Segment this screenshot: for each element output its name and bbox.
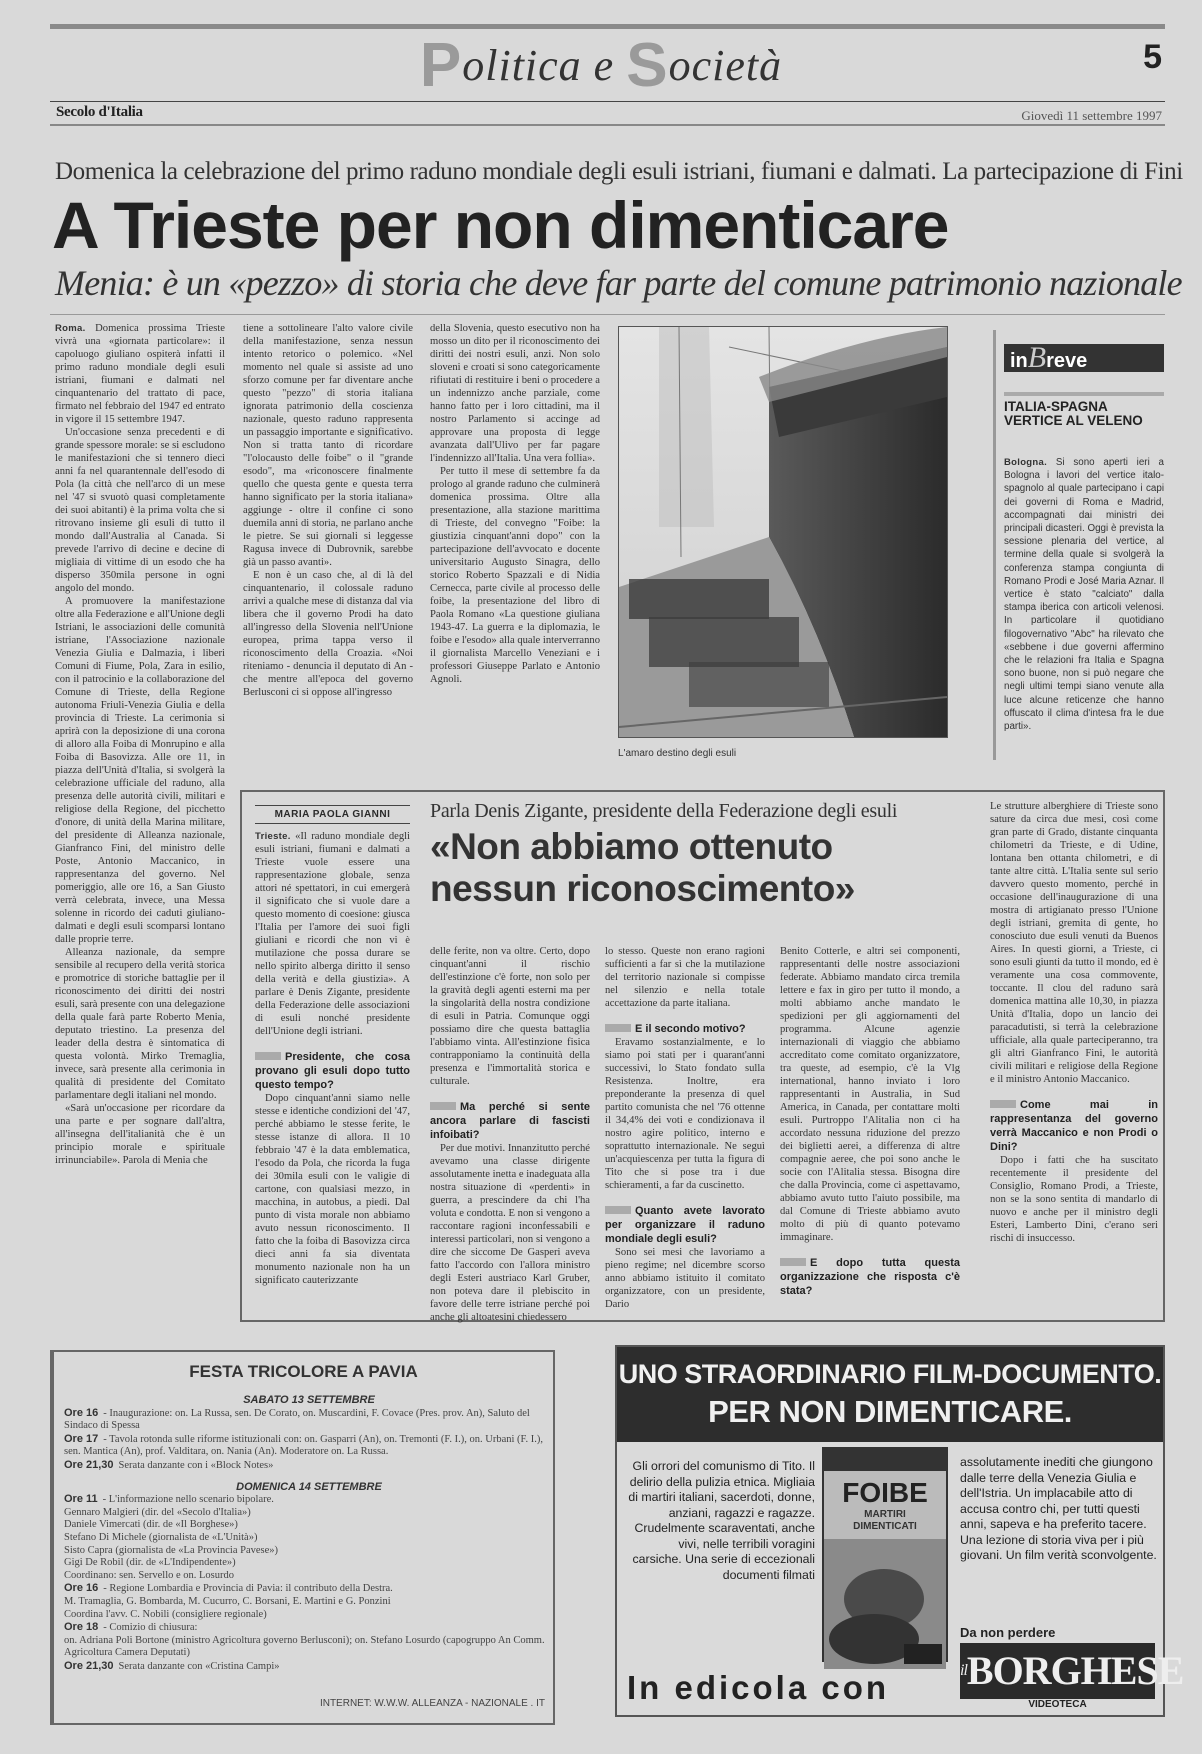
dateline: Trieste. — [255, 831, 291, 842]
event-description: - L'informazione nello scenario bipolare. — [102, 1494, 274, 1506]
ad-left-text: Gli orrori del comunismo di Tito. Il delirio della pulizia etnica. Migliaia di martiri italiani, sacerdoti, donne, anziani, ragazzi e ragazze. Crudelmente scaraventati, anche vivi, nelle terribili voragini carsiche. Una serie di eccezionali documenti filmati — [628, 1459, 815, 1582]
paragraph-text: Dopo cinquant'anni siamo nelle stesse e identiche condizioni del '47, perché abbiamo le stesse ferite, le stesse istanze di allora. Il 10 febbraio '47 è la data emblematica, l'esodo da Pola, che ricorda la fuga dei 30mila esuli con le valigie di cartone, con qualsiasi mezzo, in macchina, in autobus, a piedi. Dal punto di vista morale non abbiamo avuto nessun riconoscimento. Il fatto che la foiba di Basovizza circa dieci anni fa sia diventata monumento nazionale non ha un significato cauterizzante — [255, 1093, 410, 1286]
byline: MARIA PAOLA GIANNI — [255, 805, 410, 824]
festa-program-line — [64, 1596, 554, 1609]
paragraph-text: Eravamo sostanzialmente, e lo siamo poi stati per i quarant'anni successivi, lo Stato fondato sulla Resistenza. Inoltre, era preponderante la presenza di quel partito comunista che nel '76 ottenne il 34,4% dei voti e condizionava il nostro agire politico, interno e soprattutto internazionale. Ne seguì un'acquiescenza per tutta la figura di Tito che si pose tra i due schieramenti, a far da cuscinetto. — [605, 1037, 765, 1191]
interview-column-2 — [430, 945, 591, 1323]
paragraph-text: A promuovere la manifestazione oltre alla Federazione e all'Unione degli Istriani, le associazioni delle comunità istriane, l'Associazione nazionale Venezia Giulia e Dalmazia, i liberi Comuni di Fiume, Pola, Zara in esilio, con il patrocinio e la collaborazione del Comune di Trieste, della Regione autonoma Friuli-Venezia Giulia e della provincia di Trieste. La cerimonia si aprirà con la deposizione di una corona di alloro alla Foiba di Monrupino e alla Foiba di Basovizza. Alle ore 11, in piazza dell'Unità d'Italia, si svolgerà la celebrazione ufficiale del raduno, alla presenza delle autorità civili, militari e religiose della Regione, del picchetto d'onore, di unità della Marina militare, del presidente di Alleanza nazionale, Gianfranco Fini, del ministro delle Poste, Antonio Maccanico, in rappresentanza del governo. Nel pomeriggio, alle ore 16, a San Giusto verrà celebrata, invece, una Messa solenne in ricordo dei caduti giuliano-dalmati e degli esuli scomparsi lontano dalle proprie terre. — [55, 596, 225, 945]
event-description: - Regione Lombardia e Provincia di Pavia: il contributo della Destra. — [103, 1583, 393, 1595]
event-description: Stefano Di Michele (giornalista de «L'Unità») — [64, 1531, 258, 1543]
brief-title: ITALIA-SPAGNA VERTICE AL VELENO — [1004, 392, 1164, 428]
event-time: Ore 16 — [64, 1406, 99, 1419]
paragraph-text: Per due motivi. Innanzitutto perché avevamo una classe dirigente assolutamente inetta e inadeguata alla nostra situazione di «perdenti» in guerra, a prescindere da chi l'ha voluta e condotta. E non si vengono a raccontare ragioni inconfessabili e interessi particolari, non si vengono a dire che siccome De Gasperi aveva fatto l'accordo con l'allora ministro degli Esteri austriaco Karl Gruber, non poteva dare il plebiscito in favore delle terre istriane perché poi anche gli altoatesini chiedessero — [430, 1143, 591, 1323]
paragraph — [55, 322, 225, 426]
article-headline: A Trieste per non dimenticare — [52, 188, 949, 262]
festa-tricolore-announcement — [50, 1350, 555, 1725]
logo-part: B — [1027, 341, 1047, 374]
event-description: - Inaugurazione: on. La Russa, sen. De Corato, on. Muscardini, F. Covace (Pres. prov. An), Saluto del Sindaco di Spessa — [64, 1407, 530, 1432]
event-description: Coordina l'avv. C. Nobili (consigliere regionale) — [64, 1608, 267, 1620]
event-time: Ore 17 — [64, 1432, 99, 1445]
paragraph — [243, 322, 413, 569]
paragraph — [430, 465, 600, 686]
interview-column-4 — [780, 945, 960, 1312]
in-breve-sidebar — [993, 330, 1165, 760]
paragraph — [55, 595, 225, 946]
paragraph-text: della Slovenia, questo esecutivo non ha mosso un dito per il riconoscimento dei diritti dei nostri esuli, anzi. Non solo sloveni e croati si sono categoricamente rifiutati di restituire i beni o procedere a un indennizzo anche parziale, come hanno fatto per i loro cittadini, ma il nostro Parlamento si accinge ad approvare una proposta di legge avanzata dall'Ulivo per far pagare l'indennizzo all'Italia. Una vera follia». — [430, 323, 600, 464]
video-cover-image — [822, 1447, 948, 1662]
ship-crowd-photo — [619, 327, 947, 737]
festa-program-line — [64, 1459, 554, 1473]
brief-body — [1004, 456, 1164, 756]
festa-program-line — [64, 1609, 554, 1622]
event-time: Ore 21,30 — [64, 1458, 114, 1471]
article-photo — [618, 326, 948, 738]
paragraph-text: Dopo i fatti che ha suscitato recentemente il presidente del Consiglio, Romano Prodi, a Trieste, non se la sono sentita di mandarlo di nuovo e anche per il ministro degli Esteri, Lamberto Dini, c'erano seri rischi di insuccesso. — [990, 1155, 1158, 1244]
interview-kicker: Parla Denis Zigante, presidente della Federazione degli esuli — [430, 800, 898, 822]
paragraph — [990, 800, 1158, 1086]
article-column-3 — [430, 322, 600, 777]
festa-program-line — [64, 1557, 554, 1570]
event-time: Ore 21,30 — [64, 1659, 114, 1672]
festa-program-line — [64, 1519, 554, 1532]
borghese-video-ad — [615, 1345, 1184, 1717]
festa-title: FESTA TRICOLORE A PAVIA — [189, 1362, 418, 1381]
section-title-part: olitica e — [462, 41, 627, 90]
paragraph-text: «Sarà un'occasione per ricordare da una parte e per sognare dall'altra, all'insegna dell'italianità che è un principio morale e spirituale irrinunciabile». Parola di Menia che — [55, 1103, 225, 1166]
section-title — [0, 31, 1202, 100]
ad-call-to-action: In edicola con — [627, 1669, 890, 1706]
logo-part: in — [1010, 350, 1028, 372]
videoteca-label: VIDEOTECA — [1028, 1699, 1087, 1710]
section-title-part: ocietà — [668, 41, 783, 90]
paragraph — [990, 1154, 1158, 1245]
interview-question — [605, 1204, 765, 1246]
photo-caption: L'amaro destino degli esuli — [618, 748, 737, 759]
paragraph-text: «Il raduno mondiale degli esuli istriani, fiumani e dalmati a Trieste vuole essere una rappresentazione globale, senza attori né spettatori, in cui emergerà il significato che si vuole dare a questo momento di coesione: giusca l'Italia per l'amore dei suoi figli giuliani e ricordi che non vi è mutilazione che possa durare se nello spirito alberga diritto il senso della verità e della giustizia». A parlare è Denis Zigante, presidente della Federazione delle associazioni di esuli nonché presidente dell'Unione degli istriani. — [255, 831, 410, 1037]
logo-prefix: il — [960, 1662, 967, 1679]
festa-day-heading: DOMENICA 14 SETTEMBRE — [236, 1480, 382, 1493]
festa-program-line — [64, 1570, 554, 1583]
ad-right-text: assolutamente inediti che giungono dalle terre della Venezia Giulia e dell'Istria. Un implacabile atto di accusa contro chi, per tutti questi anni, sapeva e ha preferito tacere. Una lezione di storia viva per i più giovani. Un film verità sconvolgente. — [960, 1455, 1157, 1562]
paragraph — [255, 830, 410, 1038]
festa-program-line — [64, 1545, 554, 1558]
header-rule — [50, 101, 1165, 102]
cover-title: FOIBE — [842, 1477, 928, 1508]
question-text: Ma perché si sente ancora parlare di fascisti infoibati? — [430, 1101, 590, 1141]
event-description: on. Adriana Poli Bortone (ministro Agricoltura governo Berlusconi); on. Stefano Losurdo (capogruppo An Comm. Agricoltura Camera Deputati) — [64, 1634, 545, 1659]
cover-band — [824, 1449, 946, 1471]
festa-program-line — [64, 1407, 554, 1433]
divider — [50, 314, 1165, 315]
section-title-initial: S — [626, 31, 669, 100]
dateline: Roma. — [55, 323, 86, 334]
newspaper-name: Secolo d'Italia — [56, 104, 143, 120]
logo-part: reve — [1046, 350, 1088, 372]
article-column-1 — [55, 322, 225, 1322]
event-description: Serata danzante con i «Block Notes» — [118, 1459, 274, 1471]
paragraph-text: tiene a sottolineare l'alto valore civile della manifestazione, senza nessun intento retorico o polemico. «Nel momento nel quale si assiste ad uno sforzo comune per far diventare anche questo "pezzo" di storia italiana ignorata patrimonio della coscienza nazionale, questo raduno rappresenta un passaggio importante e significativo. Non si tratta tanto di ricordare "l'olocausto delle foibe" o il "grande esodo", ma «riconoscere finalmente quello che questa gente e questa terra hanno significato per la storia italiana» aggiunge - oltre il confine ci sono duemila anni di storia, ne parlano anche le pietre. Se sui giornali si leggesse Ragusa invece di Dubrovnik, sarebbe già un passo avanti». — [243, 323, 413, 568]
interview-column-5 — [990, 800, 1158, 1312]
ad-headline-line: PER NON DIMENTICARE. — [708, 1394, 1072, 1429]
event-description: Daniele Vimercati (dir. de «Il Borghese») — [64, 1519, 238, 1531]
paragraph-text: Un'occasione senza precedenti e di grande spessore morale: se si escludono le manifestazioni che si tennero dieci anni fa nel quarantennale dell'esodo di Pola (la città che nell'arco di un mese nel '47 si svuotò quasi completamente dei suoi abitanti) è la prima volta che si ritrovano insieme gli esuli di tutto il mondo dall'Australia al Canada. Si prevede l'arrivo di decine e decine di migliaia di vittime di un esodo che ha disperso 350mila persone in ogni angolo del mondo. — [55, 427, 225, 594]
event-description: - Tavola rotonda sulle riforme istituzionali con: on. Gasparri (An), on. Tremonti (F. I.), on. Urbani (F. I.), sen. Mantica (An), prof. Valditara, on. Nania (An). Moderatore on. La Russa. — [64, 1433, 544, 1458]
cover-photo — [824, 1539, 946, 1669]
event-description: Coordinano: sen. Servello e on. Losurdo — [64, 1569, 235, 1581]
page-number: 5 — [1143, 38, 1162, 76]
event-description: Sisto Capra (giornalista de «La Provincia Pavese») — [64, 1544, 279, 1556]
paragraph — [243, 569, 413, 699]
paragraph — [55, 946, 225, 1102]
festa-program-line — [64, 1621, 554, 1635]
paragraph — [55, 426, 225, 595]
event-description: - Comizio di chiusura: — [103, 1622, 198, 1634]
question-text: E il secondo motivo? — [635, 1023, 746, 1035]
paragraph — [430, 1142, 590, 1324]
section-title-initial: P — [419, 31, 463, 100]
article-column-2 — [243, 322, 413, 777]
paragraph — [1004, 456, 1164, 733]
interview-question — [990, 1098, 1158, 1154]
paragraph-text: delle ferite, non va oltre. Certo, dopo cinquant'anni il rischio dell'estinzione c'è forte, non solo per la gravità degli agenti esterni ma per la singolarità della nostra condizione di esuli in Patria. Comunque oggi possiamo dire che questa battaglia l'abbiamo vinta. All'estinzione fisica contrapponiamo la continuità della presenza e l'immortalità storica e culturale. — [430, 946, 590, 1087]
paragraph — [255, 1092, 410, 1287]
festa-program-line — [64, 1582, 554, 1596]
il-borghese-logo — [960, 1643, 1184, 1699]
paragraph-text: Si sono aperti ieri a Bologna i lavori del vertice italo-spagnolo al quale partecipano i capi dei governi di Roma e Madrid, accompagnati dai ministri dei principali dicasteri. Oggi è prevista la sessione plenaria del vertice, al termine della quale si svolgerà la conferenza stampa congiunta di Romano Prodi e José Maria Aznar. Il vertice è stato "calciato" dalla stampa iberica con articoli velenosi. In particolare il quotidiano filogovernativo "Abc" ha rilevato che «sebbene i due governi affermino che le relazioni fra Italia e Spagna sono buone, non si può negare che negli ultimi tempi siano venute alla luce alcune reticenze che hanno offuscato il clima d'intesa fra le due parti». — [1004, 457, 1164, 733]
paragraph-text: lo stesso. Queste non erano ragioni sufficienti a far sì che la mutilazione del territorio nazionale si compisse nel silenzio e nella totale accettazione da parte italiana. — [605, 946, 765, 1009]
ad-tagline: Da non perdere — [960, 1625, 1056, 1640]
event-time: Ore 16 — [64, 1582, 99, 1595]
paragraph-text: Sono sei mesi che lavoriamo a pieno regime; nel dicembre scorso anno abbiamo istituito il comitato organizzatore, con un presidente, Dario — [605, 1247, 765, 1310]
dateline: Bologna. — [1004, 457, 1048, 468]
event-description: Gigi De Robil (dir. de «L'Indipendente») — [64, 1557, 236, 1569]
interview-column-1 — [255, 830, 410, 1312]
paragraph-text: Domenica prossima Trieste vivrà una «giornata particolare»: il capoluogo giuliano ospiterà infatti il primo raduno mondiale degli esuli istriani, fiumani e dalmati nel cinquantenario del trattato di pace, firmato nel febbraio del 1947 ed entrato in vigore il 15 settembre 1947. — [55, 323, 225, 425]
question-text: E dopo tutta questa organizzazione che risposta c'è stata? — [780, 1257, 960, 1297]
festa-website: INTERNET: W.W.W. ALLEANZA - NAZIONALE . IT — [319, 1698, 545, 1709]
event-time: Ore 11 — [64, 1493, 98, 1506]
header-rule — [50, 124, 1165, 126]
paragraph — [605, 1036, 765, 1192]
interview-question — [430, 1100, 590, 1142]
question-text: Come mai in rappresentanza del governo verrà Maccanico e non Prodi o Dini? — [990, 1099, 1158, 1153]
headline-line: nessun riconoscimento» — [430, 868, 855, 909]
interview-question — [605, 1022, 765, 1036]
ad-headline — [617, 1347, 1163, 1442]
event-time: Ore 18 — [64, 1621, 99, 1634]
event-description: M. Tramaglia, G. Bombarda, M. Cucurro, C. Borsani, E. Martini e G. Ponzini — [64, 1595, 391, 1607]
event-description: Gennaro Malgieri (dir. del «Secolo d'Italia») — [64, 1506, 251, 1518]
headline-line: «Non abbiamo ottenuto — [430, 826, 833, 867]
paragraph — [780, 945, 960, 1244]
festa-program-line — [64, 1635, 554, 1660]
question-text: Presidente, che cosa provano gli esuli dopo tutto questo tempo? — [255, 1051, 410, 1091]
paragraph-text: Le strutture alberghiere di Trieste sono sature da circa due mesi, così come gran parte di Grado, distante cinquanta chilometri da Trieste, e di Udine, lontana ben ottanta chilometri, e di tante altre città. L'Italia sente sul serio davvero questo momento, perché in occasione dell'inaugurazione di una mostra di artigianato presso l'Unione degli istriani, gremita di gente, ho conosciuto due esuli venuti da Buenos Aires. In questi giorni, a Trieste, ci sono esuli giunti da tutto il mondo, ed è veramente una cosa commovente, toccante. Il clou del raduno sarà domenica mattina alle 10,30, in piazza Unità d'Italia, dopo un lancio dei paracadutisti, si terrà la celebrazione ufficiale, alla quale parteciperanno, tra gli altri Gianfranco Fini, le autorità civili militari e religiose della Regione e il ministro Antonio Maccanico. — [990, 801, 1159, 1085]
interview-column-3 — [605, 945, 765, 1312]
in-breve-logo — [1004, 341, 1164, 374]
festa-program-line — [64, 1493, 554, 1507]
festa-program — [64, 1392, 554, 1673]
festa-day-heading: SABATO 13 SETTEMBRE — [243, 1394, 375, 1406]
cover-subtitle: MARTIRI DIMENTICATI — [853, 1509, 917, 1532]
logo-text: BORGHESE — [966, 1648, 1184, 1693]
paragraph — [55, 1102, 225, 1167]
paragraph-text: Per tutto il mese di settembre fa da prologo al grande raduno che culminerà domenica prossima. Oltre alla presentazione, alla stazione marittima di Trieste, del convegno "Foibe: la giustizia cinquant'anni dopo" con la partecipazione dell'avvocato e docente universitario Augusto Sinagra, dello storico Roberto Spazzali e di Nidia Cernecca, parte civile al processo delle foibe, la presentazione del libro di Paola Romano «La questione giuliana 1943-47. La guerra e la diplomazia, le foibe e l'esodo» alla quale interverranno il giornalista Marcello Veneziani e i professori Giuseppe Parlato e Antonio Agnoli. — [430, 466, 600, 685]
paragraph — [605, 945, 765, 1010]
top-rule — [50, 24, 1165, 29]
festa-program-line — [64, 1660, 554, 1674]
festa-program-line — [64, 1532, 554, 1545]
question-text: Quanto avete lavorato per organizzare il raduno mondiale degli esuli? — [605, 1205, 765, 1245]
interview-headline — [430, 826, 855, 910]
paragraph-text: Alleanza nazionale, da sempre sensibile al recupero della verità storica e promotrice di storiche battaglie per il riconoscimento dei diritti dei nostri esuli, sarà presente con una delegazione della quale farà parte Roberto Menia, deputato triestino. La presenza del leader della destra è sintomatica di questa volontà. Mirko Tremaglia, invece, sarà presente alla cerimonia in qualità di presidente del Comitato parlamentare degli italiani nel mondo. — [55, 947, 225, 1101]
event-description: Serata danzante con «Cristina Campi» — [118, 1660, 280, 1672]
paragraph — [430, 945, 590, 1088]
article-kicker: Domenica la celebrazione del primo raduno mondiale degli esuli istriani, fiumani e dalmati. La partecipazione di Fini — [55, 158, 1183, 185]
paragraph-text: Benito Cotterle, e altri sei componenti, rappresentanti delle nostre associazioni federate. Abbiamo mandato circa tremila lettere e fax in giro per tutto il mondo, a molti abbiamo anche mandato le spedizioni per gli aggiornamenti del programma. Alcune agenzie internazionali di viaggio che abbiamo accreditato come comitato organizzatore, tra queste, ad esempio, c'è la Vlg international, hanno inviato i loro rappresentanti in Australia, in Sud America, in Canada, per contattare molti esuli. Purtroppo l'Alitalia non ci ha accordato nessuna riduzione del prezzo dei biglietti aerei, a differenza di altre compagnie aeree, che poi sono anche le socie con l'Alitalia stessa. Bisogna dire che dalla Provincia, come ci aspettavamo, abbiamo avuto tutto l'aiuto possibile, ma dal Comune di Trieste abbiamo avuto molto di più di quanto potevamo immaginare. — [780, 946, 960, 1243]
paragraph-text: E non è un caso che, al di là del cinquantenario, il colossale raduno arrivi a qualche mese di distanza dal via libera che il governo Prodi ha dato all'ingresso della Slovenia nell'Unione europea, prima tappa verso il riconoscimento della Croazia. «Noi riteniamo - denuncia il deputato di An - che mentre all'epoca del governo Berlusconi ci si oppose all'ingresso — [243, 570, 413, 698]
paragraph — [605, 1246, 765, 1311]
interview-question — [255, 1050, 410, 1092]
festa-program-line — [64, 1433, 554, 1459]
paragraph — [430, 322, 600, 465]
festa-program-line — [64, 1507, 554, 1520]
ad-headline-line: UNO STRAORDINARIO FILM-DOCUMENTO. — [618, 1359, 1162, 1389]
article-subhead: Menia: è un «pezzo» di storia che deve far parte del comune patrimonio nazionale — [55, 263, 1182, 303]
interview-question — [780, 1256, 960, 1298]
issue-date: Giovedì 11 settembre 1997 — [1021, 108, 1162, 123]
